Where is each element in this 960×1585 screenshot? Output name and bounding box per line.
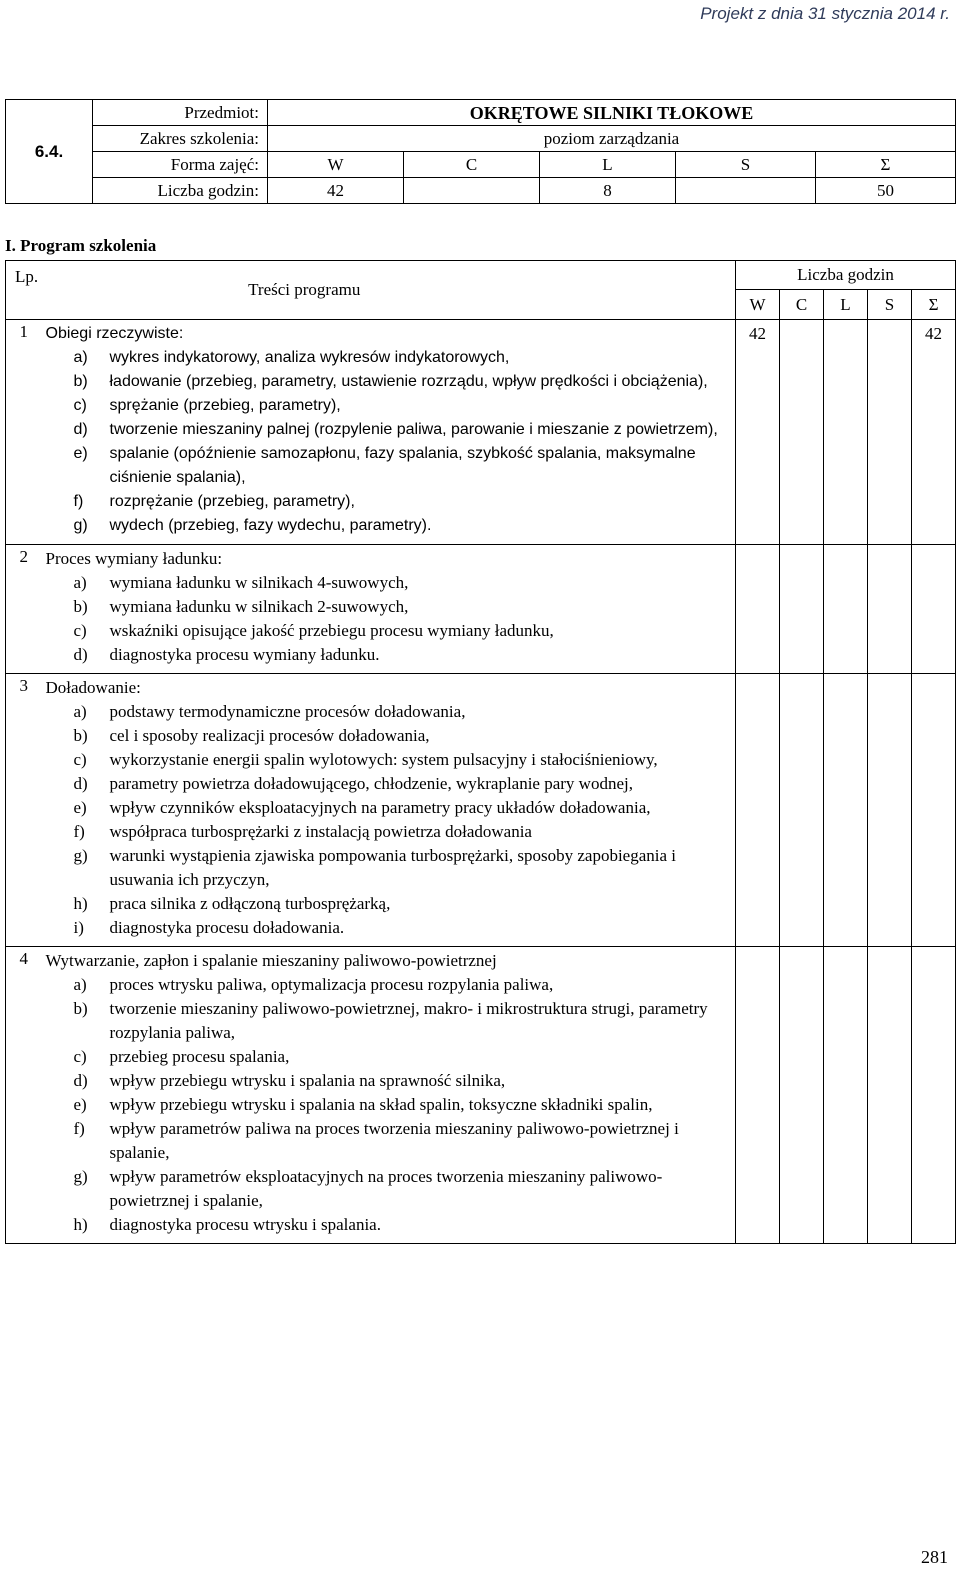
- item-text: diagnostyka procesu wymiany ładunku.: [109, 645, 380, 664]
- topic-item: [42, 844, 736, 892]
- item-text: wpływ czynników eksploatacyjnych na parametry pracy układów doładowania,: [109, 798, 651, 817]
- topic-item: [42, 571, 736, 595]
- topic-item: [42, 724, 736, 748]
- topic-item: [42, 748, 736, 772]
- item-letter: c): [73, 397, 87, 414]
- item-text: tworzenie mieszaniny paliwowo-powietrznej, makro- i mikrostruktura strugi, parametry rozpylania paliwa,: [109, 999, 708, 1042]
- item-letter: e): [73, 1095, 87, 1114]
- topic-item: [42, 973, 736, 997]
- form-w: W: [268, 152, 404, 178]
- topic-item: [42, 916, 736, 940]
- item-letter: f): [73, 493, 84, 510]
- item-letter: e): [73, 798, 87, 817]
- item-text: wskaźniki opisujące jakość przebiegu procesu wymiany ładunku,: [109, 621, 554, 640]
- row-hours-c: [780, 320, 824, 545]
- topic-item: [42, 1093, 736, 1117]
- topic-item: [42, 820, 736, 844]
- item-text: wpływ przebiegu wtrysku i spalania na skład spalin, toksyczne składniki spalin,: [109, 1095, 653, 1114]
- topic-item: [42, 796, 736, 820]
- col-s-header: S: [868, 290, 912, 320]
- row-hours-sum: [912, 947, 956, 1244]
- item-letter: a): [73, 573, 87, 592]
- form-sum: Σ: [816, 152, 956, 178]
- row-hours-sum: [912, 674, 956, 947]
- form-s: S: [676, 152, 816, 178]
- topic-item: [42, 997, 736, 1045]
- row-hours-c: [780, 674, 824, 947]
- topic-item: [42, 1165, 736, 1213]
- topic-item: [42, 1045, 736, 1069]
- topic-item: [42, 1213, 736, 1237]
- row-content: [42, 320, 736, 545]
- row-hours-l: [824, 947, 868, 1244]
- item-letter: b): [73, 726, 88, 745]
- row-content: [42, 545, 736, 674]
- topic-title: Proces wymiany ładunku:: [45, 549, 223, 568]
- item-letter: b): [73, 597, 88, 616]
- col-hours-header: Liczba godzin: [736, 261, 956, 290]
- topic-title: Doładowanie:: [45, 678, 141, 697]
- row-number: 4: [6, 947, 42, 1244]
- item-text: wymiana ładunku w silnikach 4-suwowych,: [109, 573, 409, 592]
- hours-sum: 50: [816, 178, 956, 204]
- topic-item: [42, 1117, 736, 1165]
- topic-item: [42, 892, 736, 916]
- item-text: wykres indykatorowy, analiza wykresów indykatorowych,: [109, 349, 510, 366]
- row-hours-sum: [912, 545, 956, 674]
- row-hours-w: 42: [736, 320, 780, 545]
- topic-item: [42, 394, 736, 418]
- hours-l: 8: [540, 178, 676, 204]
- col-lp-header: Lp.: [6, 261, 42, 320]
- item-text: praca silnika z odłączoną turbosprężarką,: [109, 894, 391, 913]
- item-letter: b): [73, 999, 88, 1018]
- subject-name: OKRĘTOWE SILNIKI TŁOKOWE: [268, 100, 956, 126]
- topic-item: [42, 619, 736, 643]
- topic-item: [42, 346, 736, 370]
- row-hours-s: [868, 320, 912, 545]
- topic-title: Wytwarzanie, zapłon i spalanie mieszaniny paliwowo-powietrznej: [45, 951, 497, 970]
- topic-item: [42, 643, 736, 667]
- item-text: wpływ parametrów paliwa na proces tworzenia mieszaniny paliwowo-powietrznej i spalanie,: [109, 1119, 679, 1162]
- hours-c: [404, 178, 540, 204]
- hours-s: [676, 178, 816, 204]
- section-title: I. Program szkolenia: [5, 236, 157, 255]
- module-code: 6.4.: [6, 100, 93, 204]
- item-letter: g): [73, 846, 88, 865]
- program-row: [6, 674, 956, 947]
- row-hours-l: [824, 674, 868, 947]
- topic-item: [42, 418, 736, 442]
- item-text: podstawy termodynamiczne procesów doładowania,: [109, 702, 466, 721]
- item-text: rozprężanie (przebieg, parametry),: [109, 493, 355, 510]
- program-row: [6, 947, 956, 1244]
- item-letter: d): [73, 645, 88, 664]
- item-letter: i): [73, 918, 84, 937]
- row-hours-sum: 42: [912, 320, 956, 545]
- item-text: cel i sposoby realizacji procesów doładowania,: [109, 726, 430, 745]
- program-row: [6, 545, 956, 674]
- row-number: 3: [6, 674, 42, 947]
- topic-item: [42, 514, 736, 538]
- row-hours-c: [780, 947, 824, 1244]
- topic-item: [42, 442, 736, 490]
- item-letter: f): [73, 822, 85, 841]
- item-letter: d): [73, 1071, 88, 1090]
- row-content: [42, 947, 736, 1244]
- item-text: wpływ parametrów eksploatacyjnych na proces tworzenia mieszaniny paliwowo-powietrznej i spalanie,: [109, 1167, 663, 1210]
- col-content-header: Treści programu: [42, 261, 736, 320]
- page-number: 281: [921, 1547, 948, 1567]
- item-text: diagnostyka procesu doładowania.: [109, 918, 345, 937]
- item-text: przebieg procesu spalania,: [109, 1047, 290, 1066]
- item-letter: a): [73, 349, 88, 366]
- col-sum-header: Σ: [912, 290, 956, 320]
- col-l-header: L: [824, 290, 868, 320]
- row-hours-w: [736, 947, 780, 1244]
- subject-label: Przedmiot:: [93, 100, 268, 126]
- item-letter: f): [73, 1119, 85, 1138]
- col-w-header: W: [736, 290, 780, 320]
- item-letter: g): [73, 517, 88, 534]
- item-letter: g): [73, 1167, 88, 1186]
- topic-item: [42, 1069, 736, 1093]
- col-c-header: C: [780, 290, 824, 320]
- item-text: wpływ przebiegu wtrysku i spalania na sprawność silnika,: [109, 1071, 506, 1090]
- item-letter: h): [73, 894, 88, 913]
- item-letter: a): [73, 975, 87, 994]
- row-hours-c: [780, 545, 824, 674]
- item-letter: e): [73, 445, 88, 462]
- subject-info-table: [5, 99, 956, 204]
- hours-w: 42: [268, 178, 404, 204]
- row-content: [42, 674, 736, 947]
- item-letter: d): [73, 421, 88, 438]
- topic-item: [42, 490, 736, 514]
- item-letter: b): [73, 373, 88, 390]
- topic-title: Obiegi rzeczywiste:: [45, 325, 184, 342]
- item-letter: c): [73, 750, 87, 769]
- scope-label: Zakres szkolenia:: [93, 126, 268, 152]
- row-hours-w: [736, 545, 780, 674]
- topic-item: [42, 700, 736, 724]
- row-hours-s: [868, 947, 912, 1244]
- program-row: [6, 320, 956, 545]
- item-text: warunki wystąpienia zjawiska pompowania turbosprężarki, sposoby zapobiegania i usuwania ich przyczyn,: [109, 846, 677, 889]
- row-hours-l: [824, 545, 868, 674]
- item-text: spalanie (opóźnienie samozapłonu, fazy spalania, szybkość spalania, maksymalne ciśnienie spalania),: [109, 445, 696, 486]
- topic-item: [42, 370, 736, 394]
- item-text: wydech (przebieg, fazy wydechu, parametry).: [109, 517, 432, 534]
- item-text: parametry powietrza doładowującego, chłodzenie, wykraplanie pary wodnej,: [109, 774, 633, 793]
- scope-value: poziom zarządzania: [268, 126, 956, 152]
- item-letter: d): [73, 774, 88, 793]
- topic-item: [42, 772, 736, 796]
- item-text: wykorzystanie energii spalin wylotowych: system pulsacyjny i stałociśnieniowy,: [109, 750, 658, 769]
- row-number: 1: [6, 320, 42, 545]
- item-letter: c): [73, 621, 87, 640]
- row-hours-s: [868, 674, 912, 947]
- form-c: C: [404, 152, 540, 178]
- row-hours-w: [736, 674, 780, 947]
- item-text: diagnostyka procesu wtrysku i spalania.: [109, 1215, 381, 1234]
- item-text: proces wtrysku paliwa, optymalizacja procesu rozpylania paliwa,: [109, 975, 554, 994]
- form-label: Forma zajęć:: [93, 152, 268, 178]
- page-header-note: Projekt z dnia 31 stycznia 2014 r.: [700, 4, 950, 23]
- item-text: sprężanie (przebieg, parametry),: [109, 397, 341, 414]
- item-text: ładowanie (przebieg, parametry, ustawienie rozrządu, wpływ prędkości i obciążenia),: [109, 373, 708, 390]
- item-text: tworzenie mieszaniny palnej (rozpylenie paliwa, parowanie i mieszanie z powietrzem),: [109, 421, 718, 438]
- row-number: 2: [6, 545, 42, 674]
- program-table: [5, 260, 956, 1244]
- row-hours-l: [824, 320, 868, 545]
- topic-item: [42, 595, 736, 619]
- item-text: współpraca turbosprężarki z instalacją powietrza doładowania: [109, 822, 532, 841]
- hours-label: Liczba godzin:: [93, 178, 268, 204]
- item-text: wymiana ładunku w silnikach 2-suwowych,: [109, 597, 409, 616]
- item-letter: h): [73, 1215, 88, 1234]
- row-hours-s: [868, 545, 912, 674]
- form-l: L: [540, 152, 676, 178]
- item-letter: a): [73, 702, 87, 721]
- item-letter: c): [73, 1047, 87, 1066]
